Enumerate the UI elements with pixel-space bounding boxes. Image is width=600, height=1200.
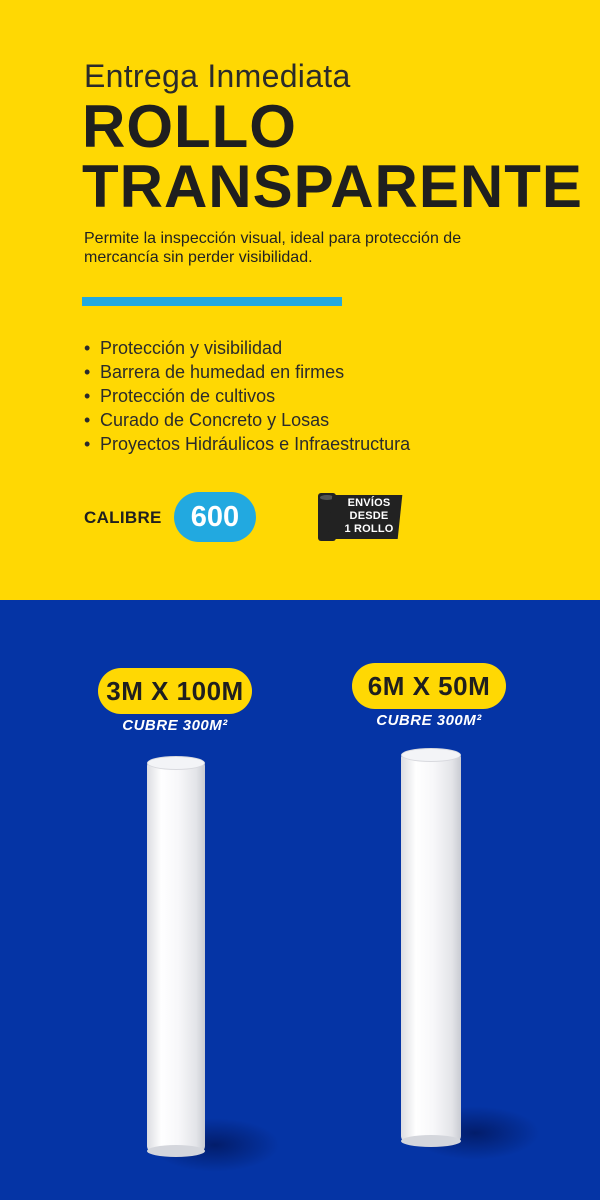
calibre-label: CALIBRE — [84, 508, 162, 527]
list-item — [84, 432, 410, 456]
bullet-icon: • — [84, 434, 91, 454]
bullet-icon: • — [84, 386, 91, 406]
product-size-badge: 6M X 50M — [352, 663, 506, 709]
accent-divider — [82, 297, 342, 306]
title-line-1: ROLLO — [82, 93, 297, 160]
product-roll-image — [401, 752, 461, 1142]
feature-text: Barrera de humedad en firmes — [100, 362, 345, 382]
product-coverage: CUBRE 300M² — [376, 712, 482, 729]
description: Permite la inspección visual, ideal para protección de mercancía sin perder visibilidad. — [84, 230, 462, 266]
page-title — [82, 93, 583, 220]
shipping-line-3: 1 ROLLO — [344, 523, 394, 535]
list-item — [84, 408, 410, 432]
list-item — [84, 336, 410, 360]
shipping-text — [338, 497, 400, 536]
feature-text: Curado de Concreto y Losas — [100, 410, 330, 430]
feature-list — [84, 336, 410, 456]
feature-text: Proyectos Hidráulicos e Infraestructura — [100, 434, 411, 454]
product-coverage: CUBRE 300M² — [122, 717, 228, 734]
product-roll-image — [147, 760, 205, 1152]
shipping-line-2: DESDE — [349, 510, 389, 522]
bullet-icon: • — [84, 338, 91, 358]
list-item — [84, 360, 410, 384]
list-item — [84, 384, 410, 408]
title-line-2: TRANSPARENTE — [82, 153, 583, 220]
product-size-badge: 3M X 100M — [98, 668, 252, 714]
subtitle: Entrega Inmediata — [84, 58, 351, 94]
feature-text: Protección de cultivos — [100, 386, 276, 406]
bullet-icon: • — [84, 362, 91, 382]
shipping-line-1: ENVÍOS — [347, 497, 391, 509]
shipping-badge — [316, 491, 402, 545]
calibre-badge: 600 — [174, 492, 256, 542]
feature-text: Protección y visibilidad — [100, 338, 283, 358]
bullet-icon: • — [84, 410, 91, 430]
